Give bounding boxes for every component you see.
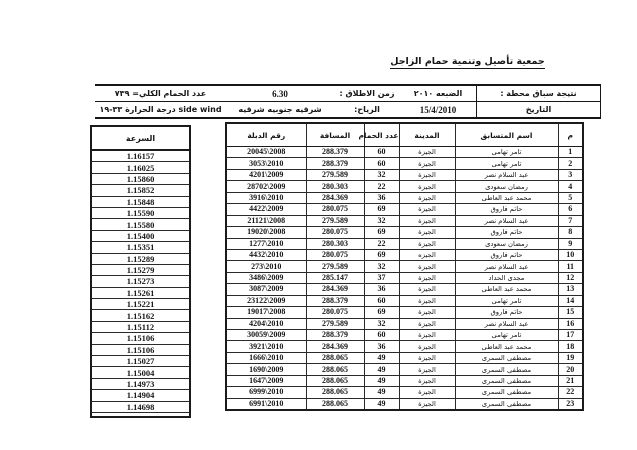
ring-number-cell: 1666\2010 bbox=[226, 352, 306, 363]
pigeon-count-cell: 49 bbox=[364, 398, 399, 410]
city-cell: الجيزة bbox=[399, 238, 455, 249]
distance-cell: 288.065 bbox=[306, 387, 364, 398]
speed-row bbox=[92, 299, 189, 310]
competitor-name-cell: محمد عبد العاطى bbox=[455, 192, 558, 203]
pigeon-count-cell: 36 bbox=[364, 341, 399, 352]
speed-row bbox=[92, 367, 189, 378]
distance-cell: 280.075 bbox=[306, 227, 364, 238]
pigeon-count-cell: 60 bbox=[364, 330, 399, 341]
pigeon-count-cell: 32 bbox=[364, 318, 399, 329]
distance-cell: 288.379 bbox=[306, 147, 364, 158]
speed-row bbox=[92, 196, 189, 207]
speed-value-cell: 1.15351 bbox=[92, 242, 189, 253]
distance-cell: 284.369 bbox=[306, 284, 364, 295]
competitor-name-cell: مصطفى السمرى bbox=[455, 387, 558, 398]
city-cell: الجيزة bbox=[399, 341, 455, 352]
speed-row bbox=[92, 264, 189, 275]
city-cell: الجيزة bbox=[399, 261, 455, 272]
result-row bbox=[226, 215, 583, 226]
speed-value-cell: 1.15273 bbox=[92, 276, 189, 287]
city-cell: الجيزة bbox=[399, 147, 455, 158]
ring-number-cell: 28702\2009 bbox=[226, 181, 306, 192]
competitor-name-cell: محمد عبد العاطى bbox=[455, 284, 558, 295]
result-row bbox=[226, 375, 583, 386]
race-info-row-1 bbox=[95, 85, 601, 102]
result-row bbox=[226, 364, 583, 375]
result-row bbox=[226, 387, 583, 398]
speed-value-cell: 1.15027 bbox=[92, 356, 189, 367]
wind-value: شرقيه جنوبيه شرقيه bbox=[226, 102, 334, 119]
speed-row bbox=[92, 207, 189, 218]
ring-number-cell: 6999\2010 bbox=[226, 387, 306, 398]
speed-value-cell: 1.15112 bbox=[92, 321, 189, 332]
speed-row bbox=[92, 230, 189, 241]
rank-cell: 21 bbox=[558, 375, 583, 386]
speed-row bbox=[92, 321, 189, 332]
weather-value: side wind درجة الحرارة ٣٣-١٩ bbox=[95, 102, 226, 119]
ring-number-cell: 30059\2009 bbox=[226, 330, 306, 341]
rank-cell: 12 bbox=[558, 272, 583, 283]
competitor-name-cell: عبد السلام نصر bbox=[455, 318, 558, 329]
rank-cell: 4 bbox=[558, 181, 583, 192]
ring-number-cell: 3486\2009 bbox=[226, 272, 306, 283]
result-row bbox=[226, 158, 583, 169]
results-table bbox=[225, 122, 584, 411]
city-cell: الجيزة bbox=[399, 330, 455, 341]
result-row bbox=[226, 341, 583, 352]
competitor-name-cell: مصطفى السمرى bbox=[455, 398, 558, 410]
pigeon-count-cell: 32 bbox=[364, 261, 399, 272]
distance-cell: 280.303 bbox=[306, 181, 364, 192]
pigeon-count-cell: 69 bbox=[364, 249, 399, 260]
speed-row bbox=[92, 401, 189, 412]
date-value: 15/4/2010 bbox=[400, 102, 477, 119]
result-row bbox=[226, 249, 583, 260]
speed-row bbox=[92, 185, 189, 196]
rank-cell: 15 bbox=[558, 307, 583, 318]
pigeon-count-cell: 32 bbox=[364, 169, 399, 180]
rank-cell: 1 bbox=[558, 147, 583, 158]
speed-row bbox=[92, 310, 189, 321]
city-cell: الجيزة bbox=[399, 295, 455, 306]
pigeon-count-cell: 69 bbox=[364, 204, 399, 215]
ring-number-cell: 3053\2010 bbox=[226, 158, 306, 169]
race-info-row-2 bbox=[95, 102, 601, 119]
speed-row bbox=[92, 276, 189, 287]
ring-number-cell: 3916\2010 bbox=[226, 192, 306, 203]
speed-row bbox=[92, 162, 189, 173]
competitor-name-cell: حاتم فاروق bbox=[455, 249, 558, 260]
speed-value-cell: 1.15852 bbox=[92, 185, 189, 196]
pigeon-count-cell: 22 bbox=[364, 181, 399, 192]
city-cell: الجيزة bbox=[399, 204, 455, 215]
ring-number-cell: 21121\2008 bbox=[226, 215, 306, 226]
pigeon-count-cell: 22 bbox=[364, 238, 399, 249]
ring-number-cell: 1690\2009 bbox=[226, 364, 306, 375]
ring-number-cell: 4422\2009 bbox=[226, 204, 306, 215]
result-row bbox=[226, 272, 583, 283]
speed-row bbox=[92, 390, 189, 401]
speed-value-cell: 1.16025 bbox=[92, 162, 189, 173]
speed-row bbox=[92, 253, 189, 264]
rank-cell: 18 bbox=[558, 341, 583, 352]
rank-cell: 23 bbox=[558, 398, 583, 410]
total-pigeons-label: عدد الحمام الكلي= ٧٣٩ bbox=[95, 85, 226, 102]
speed-value-cell: 1.15289 bbox=[92, 253, 189, 264]
distance-cell: 288.379 bbox=[306, 295, 364, 306]
rank-column-header: م bbox=[558, 123, 583, 147]
distance-cell: 279.589 bbox=[306, 169, 364, 180]
rank-cell: 13 bbox=[558, 284, 583, 295]
speed-table-body bbox=[92, 150, 189, 412]
speed-value-cell: 1.14904 bbox=[92, 390, 189, 401]
rank-cell: 2 bbox=[558, 158, 583, 169]
ring-number-cell: 3087\2009 bbox=[226, 284, 306, 295]
speed-value-cell: 1.15162 bbox=[92, 310, 189, 321]
distance-cell: 280.075 bbox=[306, 249, 364, 260]
ring-number-cell: 6991\2010 bbox=[226, 398, 306, 410]
speed-row bbox=[92, 173, 189, 184]
result-row bbox=[226, 352, 583, 363]
ring-number-cell: 4204\2010 bbox=[226, 318, 306, 329]
city-cell: الجيزة bbox=[399, 192, 455, 203]
city-cell: الجيزه bbox=[399, 249, 455, 260]
distance-cell: 279.589 bbox=[306, 261, 364, 272]
pigeon-count-cell: 69 bbox=[364, 307, 399, 318]
page-title bbox=[385, 56, 550, 67]
date-label: التاريخ bbox=[477, 102, 601, 119]
pigeon-count-cell: 36 bbox=[364, 192, 399, 203]
competitor-name-cell: عبد السلام نصر bbox=[455, 215, 558, 226]
distance-cell: 288.379 bbox=[306, 158, 364, 169]
speed-value-cell: 1.15860 bbox=[92, 173, 189, 184]
results-header-row bbox=[226, 123, 583, 147]
city-cell: الجيزة bbox=[399, 318, 455, 329]
distance-cell: 288.065 bbox=[306, 375, 364, 386]
ring-number-cell: 273\2010 bbox=[226, 261, 306, 272]
result-row bbox=[226, 181, 583, 192]
pigeon-count-cell: 60 bbox=[364, 147, 399, 158]
rank-cell: 9 bbox=[558, 238, 583, 249]
rank-cell: 16 bbox=[558, 318, 583, 329]
rank-cell: 11 bbox=[558, 261, 583, 272]
competitor-name-cell: مصطفى السمرى bbox=[455, 364, 558, 375]
distance-cell: 284.369 bbox=[306, 341, 364, 352]
speed-value-cell: 1.14973 bbox=[92, 378, 189, 389]
speed-value-cell: 1.15106 bbox=[92, 344, 189, 355]
competitor-name-cell: مصطفى السمرى bbox=[455, 352, 558, 363]
city-cell: الجيزة bbox=[399, 284, 455, 295]
distance-cell: 279.589 bbox=[306, 318, 364, 329]
ring-number-cell: 19020\2008 bbox=[226, 227, 306, 238]
competitor-name-cell: حاتم فاروق bbox=[455, 204, 558, 215]
speed-value-cell: 1.15848 bbox=[92, 196, 189, 207]
competitor-name-cell: رمضان سعودى bbox=[455, 181, 558, 192]
pigeon-count-cell: 32 bbox=[364, 215, 399, 226]
speed-row bbox=[92, 150, 189, 162]
speed-value-cell: 1.16157 bbox=[92, 150, 189, 162]
distance-cell: 288.065 bbox=[306, 398, 364, 410]
rank-cell: 10 bbox=[558, 249, 583, 260]
speed-table-container bbox=[90, 125, 191, 418]
pigeon-count-cell: 49 bbox=[364, 352, 399, 363]
rank-cell: 3 bbox=[558, 169, 583, 180]
city-cell: الجيزة bbox=[399, 307, 455, 318]
competitor-name-cell: رمضان سعودى bbox=[455, 238, 558, 249]
distance-column-header: المسافة bbox=[306, 123, 364, 147]
distance-cell: 288.379 bbox=[306, 330, 364, 341]
distance-cell: 284.369 bbox=[306, 192, 364, 203]
city-cell: الجيزة bbox=[399, 169, 455, 180]
ring-number-cell: 1277\2010 bbox=[226, 238, 306, 249]
distance-cell: 288.065 bbox=[306, 352, 364, 363]
city-cell: الجيزة bbox=[399, 352, 455, 363]
city-cell: الجيزة bbox=[399, 181, 455, 192]
result-row bbox=[226, 147, 583, 158]
ring-number-cell: 1647\2009 bbox=[226, 375, 306, 386]
speed-value-cell: 1.15106 bbox=[92, 333, 189, 344]
competitor-name-cell: محمد عبد العاطى bbox=[455, 341, 558, 352]
rank-cell: 19 bbox=[558, 352, 583, 363]
competitor-name-cell: عبد السلام نصر bbox=[455, 261, 558, 272]
rank-cell: 8 bbox=[558, 227, 583, 238]
page-title-text: جمعية تأصيل وتنمية حمام الزاجل bbox=[390, 56, 545, 67]
distance-cell: 280.075 bbox=[306, 307, 364, 318]
city-cell: الجيزة bbox=[399, 158, 455, 169]
speed-row bbox=[92, 242, 189, 253]
competitor-name-cell: حاتم فاروق bbox=[455, 307, 558, 318]
rank-cell: 22 bbox=[558, 387, 583, 398]
speed-table bbox=[92, 127, 189, 413]
ring-number-cell: 3921\2010 bbox=[226, 341, 306, 352]
pigeon-count-cell: 60 bbox=[364, 158, 399, 169]
station-value: الضبعه ٢٠١٠ bbox=[400, 85, 477, 102]
competitor-name-cell: تامر تهامى bbox=[455, 330, 558, 341]
speed-row bbox=[92, 333, 189, 344]
city-cell: الجيزة bbox=[399, 364, 455, 375]
speed-value-cell: 1.15400 bbox=[92, 230, 189, 241]
speed-value-cell: 1.14698 bbox=[92, 401, 189, 412]
speed-value-cell: 1.15590 bbox=[92, 207, 189, 218]
speed-row bbox=[92, 356, 189, 367]
pigeon-count-cell: 37 bbox=[364, 272, 399, 283]
results-table-body bbox=[226, 147, 583, 411]
city-cell: الجيزة bbox=[399, 398, 455, 410]
result-row bbox=[226, 330, 583, 341]
competitor-name-cell: تامر تهامى bbox=[455, 158, 558, 169]
result-row bbox=[226, 295, 583, 306]
station-label: نتيجة سباق محطة : bbox=[477, 85, 601, 102]
city-cell: الجيزة bbox=[399, 215, 455, 226]
competitor-name-cell: حاتم فاروق bbox=[455, 227, 558, 238]
wind-label: الرياح: bbox=[334, 102, 400, 119]
rank-cell: 17 bbox=[558, 330, 583, 341]
rank-cell: 20 bbox=[558, 364, 583, 375]
pigeon-count-cell: 49 bbox=[364, 364, 399, 375]
pigeon-count-cell: 49 bbox=[364, 375, 399, 386]
result-row bbox=[226, 227, 583, 238]
city-cell: الجيزة bbox=[399, 272, 455, 283]
speed-row bbox=[92, 378, 189, 389]
competitor-name-cell: مصطفى السمرى bbox=[455, 375, 558, 386]
result-row bbox=[226, 204, 583, 215]
race-info-table bbox=[95, 84, 601, 119]
city-cell: الجيزة bbox=[399, 387, 455, 398]
speed-column-header: السرعة bbox=[92, 127, 189, 150]
competitor-name-cell: تامر تهامى bbox=[455, 295, 558, 306]
result-row bbox=[226, 318, 583, 329]
result-row bbox=[226, 284, 583, 295]
pigeon-count-cell: 49 bbox=[364, 387, 399, 398]
city-cell: الجيزة bbox=[399, 375, 455, 386]
ring-number-column-header: رقم الدبلة bbox=[226, 123, 306, 147]
result-row bbox=[226, 238, 583, 249]
competitor-name-cell: عبد السلام نصر bbox=[455, 169, 558, 180]
competitor-name-cell: تامر تهامى bbox=[455, 147, 558, 158]
speed-row bbox=[92, 344, 189, 355]
rank-cell: 7 bbox=[558, 215, 583, 226]
rank-cell: 5 bbox=[558, 192, 583, 203]
pigeon-count-cell: 60 bbox=[364, 295, 399, 306]
rank-cell: 6 bbox=[558, 204, 583, 215]
result-row bbox=[226, 169, 583, 180]
speed-value-cell: 1.15261 bbox=[92, 287, 189, 298]
speed-value-cell: 1.15221 bbox=[92, 299, 189, 310]
distance-cell: 285.147 bbox=[306, 272, 364, 283]
speed-row bbox=[92, 219, 189, 230]
result-row bbox=[226, 307, 583, 318]
ring-number-cell: 19017\2008 bbox=[226, 307, 306, 318]
speed-row bbox=[92, 287, 189, 298]
rank-cell: 14 bbox=[558, 295, 583, 306]
pigeon-count-column-header: عدد الحمام bbox=[364, 123, 399, 147]
result-row bbox=[226, 398, 583, 410]
distance-cell: 288.065 bbox=[306, 364, 364, 375]
ring-number-cell: 23122\2009 bbox=[226, 295, 306, 306]
pigeon-count-cell: 36 bbox=[364, 284, 399, 295]
speed-value-cell: 1.15580 bbox=[92, 219, 189, 230]
ring-number-cell: 20045\2008 bbox=[226, 147, 306, 158]
distance-cell: 279.589 bbox=[306, 215, 364, 226]
city-cell: الجيزة bbox=[399, 227, 455, 238]
result-row bbox=[226, 261, 583, 272]
ring-number-cell: 4432\2010 bbox=[226, 249, 306, 260]
speed-value-cell: 1.15279 bbox=[92, 264, 189, 275]
release-time-label: زمن الاطلاق : bbox=[334, 85, 400, 102]
competitor-column-header: اسم المتسابق bbox=[455, 123, 558, 147]
ring-number-cell: 4201\2009 bbox=[226, 169, 306, 180]
distance-cell: 280.075 bbox=[306, 204, 364, 215]
result-row bbox=[226, 192, 583, 203]
city-column-header: المدينة bbox=[399, 123, 455, 147]
competitor-name-cell: مجدى الحداد bbox=[455, 272, 558, 283]
distance-cell: 280.303 bbox=[306, 238, 364, 249]
pigeon-count-cell: 69 bbox=[364, 227, 399, 238]
speed-value-cell: 1.15004 bbox=[92, 367, 189, 378]
release-time-value: 6.30 bbox=[226, 85, 334, 102]
